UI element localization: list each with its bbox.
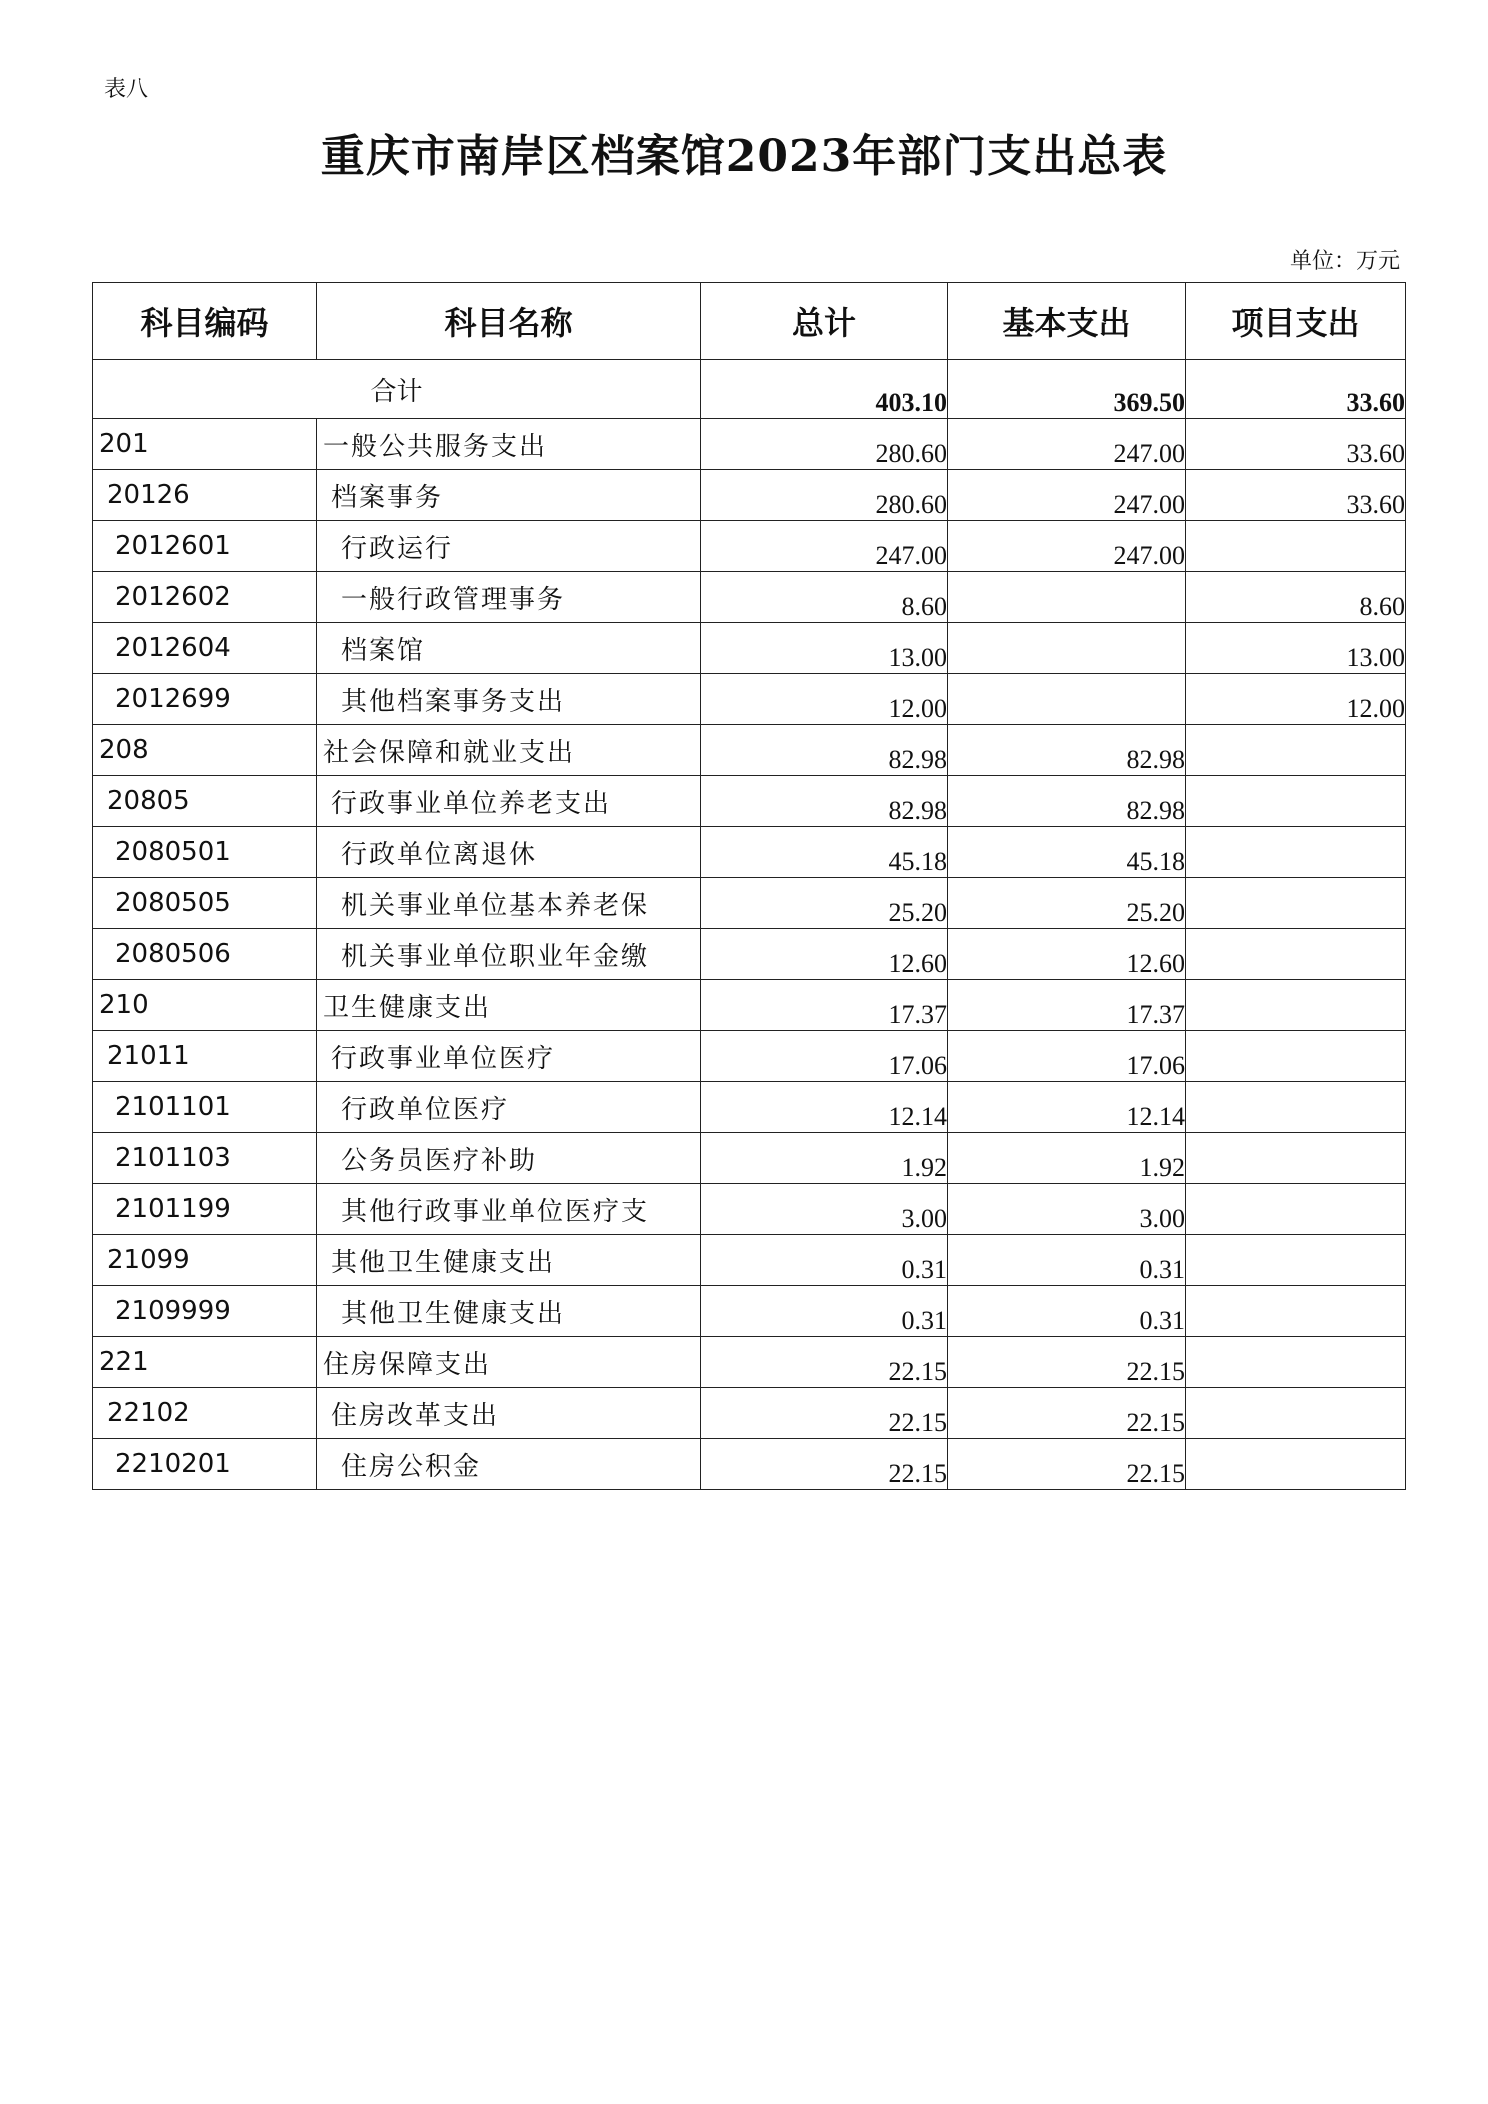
- amount-basic: 22.15: [948, 1439, 1186, 1490]
- amount-basic: 22.15: [948, 1388, 1186, 1439]
- column-header-total: 总计: [701, 283, 948, 360]
- total-label: 合计: [93, 360, 701, 419]
- amount-total: 280.60: [701, 419, 948, 470]
- amount-basic: [948, 674, 1186, 725]
- column-header-name: 科目名称: [317, 283, 701, 360]
- amount-basic: 82.98: [948, 776, 1186, 827]
- total-project: 33.60: [1186, 360, 1406, 419]
- amount-basic: 12.14: [948, 1082, 1186, 1133]
- column-header-basic: 基本支出: [948, 283, 1186, 360]
- subject-name: 行政事业单位养老支出: [317, 776, 701, 827]
- amount-basic: 247.00: [948, 470, 1186, 521]
- subject-code: 21011: [93, 1031, 317, 1082]
- subject-code: 208: [93, 725, 317, 776]
- amount-project: [1186, 929, 1406, 980]
- amount-basic: 0.31: [948, 1286, 1186, 1337]
- subject-code: 20805: [93, 776, 317, 827]
- subject-name: 档案事务: [317, 470, 701, 521]
- subject-code: 2101103: [93, 1133, 317, 1184]
- amount-total: 12.60: [701, 929, 948, 980]
- table-row: [93, 827, 1406, 878]
- amount-project: [1186, 1439, 1406, 1490]
- amount-project: [1186, 878, 1406, 929]
- subject-name: 住房保障支出: [317, 1337, 701, 1388]
- amount-basic: 0.31: [948, 1235, 1186, 1286]
- subject-name: 档案馆: [317, 623, 701, 674]
- amount-project: [1186, 776, 1406, 827]
- amount-basic: 247.00: [948, 419, 1186, 470]
- table-row: [93, 623, 1406, 674]
- subject-name: 机关事业单位职业年金缴: [317, 929, 701, 980]
- amount-basic: 17.37: [948, 980, 1186, 1031]
- amount-project: [1186, 1337, 1406, 1388]
- amount-project: 12.00: [1186, 674, 1406, 725]
- subject-code: 2210201: [93, 1439, 317, 1490]
- amount-total: 17.37: [701, 980, 948, 1031]
- column-header-code: 科目编码: [93, 283, 317, 360]
- amount-project: [1186, 827, 1406, 878]
- subject-name: 行政单位离退休: [317, 827, 701, 878]
- amount-total: 0.31: [701, 1286, 948, 1337]
- column-header-project: 项目支出: [1186, 283, 1406, 360]
- table-row: [93, 1082, 1406, 1133]
- table-row: [93, 776, 1406, 827]
- table-row: [93, 1388, 1406, 1439]
- subject-name: 其他行政事业单位医疗支: [317, 1184, 701, 1235]
- amount-project: 8.60: [1186, 572, 1406, 623]
- amount-project: [1186, 1184, 1406, 1235]
- amount-total: 22.15: [701, 1439, 948, 1490]
- table-row: [93, 980, 1406, 1031]
- subject-name: 行政事业单位医疗: [317, 1031, 701, 1082]
- subject-code: 2101101: [93, 1082, 317, 1133]
- amount-basic: 82.98: [948, 725, 1186, 776]
- table-row: [93, 1133, 1406, 1184]
- subject-name: 住房改革支出: [317, 1388, 701, 1439]
- amount-total: 280.60: [701, 470, 948, 521]
- table-row: [93, 572, 1406, 623]
- amount-basic: 17.06: [948, 1031, 1186, 1082]
- table-row: [93, 878, 1406, 929]
- total-basic: 369.50: [948, 360, 1186, 419]
- amount-basic: 1.92: [948, 1133, 1186, 1184]
- subject-code: 2080501: [93, 827, 317, 878]
- amount-project: 33.60: [1186, 470, 1406, 521]
- amount-basic: [948, 572, 1186, 623]
- table-row: [93, 470, 1406, 521]
- amount-total: 8.60: [701, 572, 948, 623]
- amount-total: 247.00: [701, 521, 948, 572]
- amount-basic: [948, 623, 1186, 674]
- amount-total: 1.92: [701, 1133, 948, 1184]
- subject-code: 2012699: [93, 674, 317, 725]
- subject-name: 行政运行: [317, 521, 701, 572]
- table-body: [93, 419, 1406, 1490]
- amount-basic: 22.15: [948, 1337, 1186, 1388]
- subject-name: 卫生健康支出: [317, 980, 701, 1031]
- total-row: [93, 360, 1406, 419]
- expenditure-table: [92, 282, 1406, 1490]
- subject-code: 2012602: [93, 572, 317, 623]
- table-label: 表八: [104, 77, 149, 102]
- subject-name: 住房公积金: [317, 1439, 701, 1490]
- amount-total: 0.31: [701, 1235, 948, 1286]
- subject-name: 一般行政管理事务: [317, 572, 701, 623]
- amount-project: [1186, 980, 1406, 1031]
- amount-basic: 25.20: [948, 878, 1186, 929]
- table-row: [93, 1337, 1406, 1388]
- table-row: [93, 1184, 1406, 1235]
- subject-code: 2012604: [93, 623, 317, 674]
- amount-project: [1186, 1031, 1406, 1082]
- amount-total: 12.14: [701, 1082, 948, 1133]
- amount-total: 12.00: [701, 674, 948, 725]
- amount-project: [1186, 1133, 1406, 1184]
- amount-project: [1186, 1388, 1406, 1439]
- amount-basic: 247.00: [948, 521, 1186, 572]
- table-row: [93, 1235, 1406, 1286]
- total-amount: 403.10: [701, 360, 948, 419]
- subject-name: 行政单位医疗: [317, 1082, 701, 1133]
- subject-code: 21099: [93, 1235, 317, 1286]
- subject-name: 一般公共服务支出: [317, 419, 701, 470]
- unit-label: 单位：万元: [1289, 249, 1400, 274]
- table-header-row: [93, 283, 1406, 360]
- subject-name: 其他卫生健康支出: [317, 1235, 701, 1286]
- amount-total: 3.00: [701, 1184, 948, 1235]
- table-row: [93, 674, 1406, 725]
- table-row: [93, 521, 1406, 572]
- subject-code: 20126: [93, 470, 317, 521]
- amount-project: [1186, 1082, 1406, 1133]
- subject-code: 221: [93, 1337, 317, 1388]
- amount-total: 82.98: [701, 776, 948, 827]
- amount-total: 22.15: [701, 1337, 948, 1388]
- page-title: 重庆市南岸区档案馆2023年部门支出总表: [320, 131, 1168, 182]
- amount-basic: 12.60: [948, 929, 1186, 980]
- table-row: [93, 1439, 1406, 1490]
- amount-total: 13.00: [701, 623, 948, 674]
- amount-total: 25.20: [701, 878, 948, 929]
- subject-name: 其他档案事务支出: [317, 674, 701, 725]
- amount-project: [1186, 1286, 1406, 1337]
- amount-total: 17.06: [701, 1031, 948, 1082]
- amount-project: [1186, 521, 1406, 572]
- subject-code: 2101199: [93, 1184, 317, 1235]
- amount-project: 33.60: [1186, 419, 1406, 470]
- amount-basic: 45.18: [948, 827, 1186, 878]
- amount-project: 13.00: [1186, 623, 1406, 674]
- amount-total: 22.15: [701, 1388, 948, 1439]
- table-row: [93, 725, 1406, 776]
- amount-total: 82.98: [701, 725, 948, 776]
- subject-code: 22102: [93, 1388, 317, 1439]
- subject-code: 2012601: [93, 521, 317, 572]
- subject-code: 2080506: [93, 929, 317, 980]
- subject-name: 公务员医疗补助: [317, 1133, 701, 1184]
- amount-basic: 3.00: [948, 1184, 1186, 1235]
- subject-name: 其他卫生健康支出: [317, 1286, 701, 1337]
- subject-name: 机关事业单位基本养老保: [317, 878, 701, 929]
- table-row: [93, 1286, 1406, 1337]
- subject-code: 201: [93, 419, 317, 470]
- amount-project: [1186, 725, 1406, 776]
- subject-code: 210: [93, 980, 317, 1031]
- subject-code: 2109999: [93, 1286, 317, 1337]
- subject-name: 社会保障和就业支出: [317, 725, 701, 776]
- table-row: [93, 929, 1406, 980]
- table-row: [93, 419, 1406, 470]
- amount-project: [1186, 1235, 1406, 1286]
- subject-code: 2080505: [93, 878, 317, 929]
- amount-total: 45.18: [701, 827, 948, 878]
- table-row: [93, 1031, 1406, 1082]
